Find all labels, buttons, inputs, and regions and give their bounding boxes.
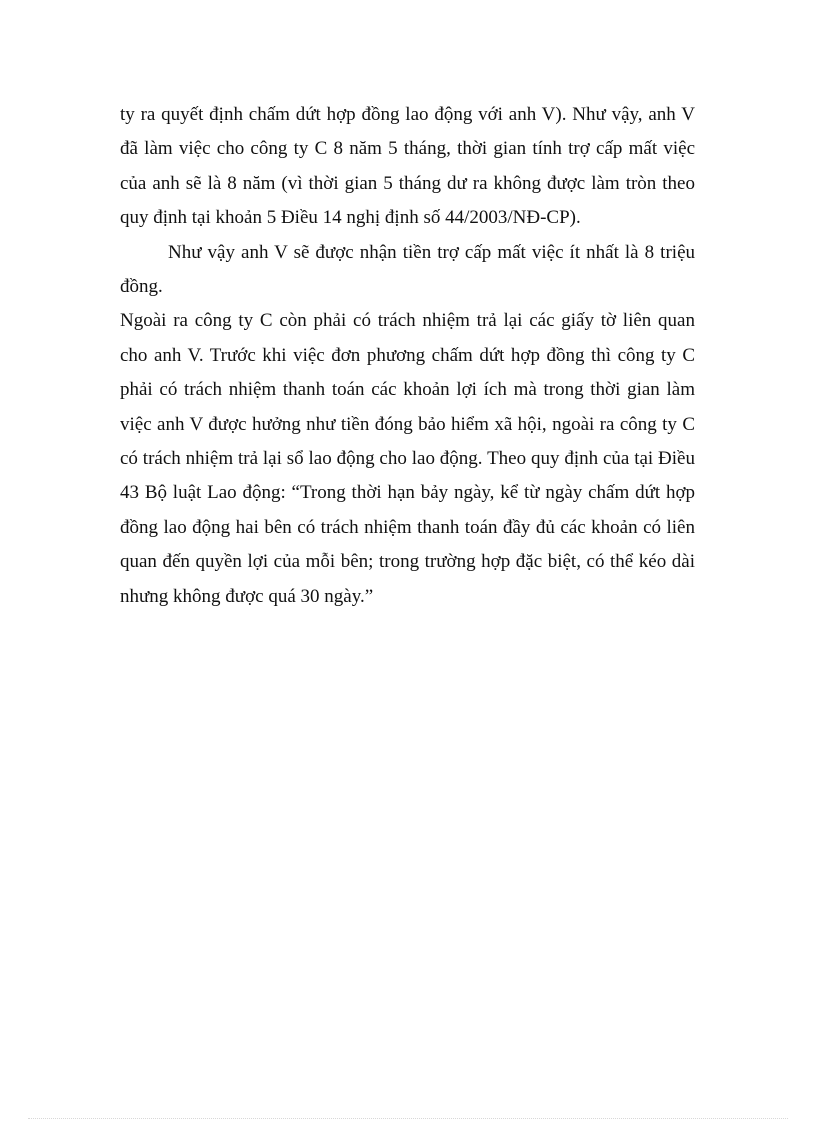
paragraph-continuation: ty ra quyết định chấm dứt hợp đồng lao động với anh V). Như vậy, anh V đã làm việc cho công ty C 8 năm 5 tháng, thời gian tính trợ cấp mất việc của anh sẽ là 8 năm (vì thời gian 5 tháng dư ra không được làm tròn theo quy định tại khoản 5 Điều 14 nghị định số 44/2003/NĐ-CP). <box>120 104 695 229</box>
paragraph-allowance-conclusion: Như vậy anh V sẽ được nhận tiền trợ cấp mất việc ít nhất là 8 triệu đồng. <box>120 241 695 298</box>
page-bottom-divider <box>28 1118 788 1119</box>
paragraph-additional-obligations: Ngoài ra công ty C còn phải có trách nhiệm trả lại các giấy tờ liên quan cho anh V. Trước khi việc đơn phương chấm dứt hợp đồng thì công ty C phải có trách nhiệm thanh toán các khoản lợi ích mà trong thời gian làm việc anh V được hưởng như tiền đóng bảo hiểm xã hội, ngoài ra công ty C có trách nhiệm trả lại sổ lao động cho lao động. Theo quy định của tại Điều 43 Bộ luật Lao động: “Trong thời hạn bảy ngày, kể từ ngày chấm dứt hợp đồng lao động hai bên có trách nhiệm thanh toán đầy đủ các khoản có liên quan đến quyền lợi của mỗi bên; trong trường hợp đặc biệt, có thể kéo dài nhưng không được quá 30 ngày.” <box>120 310 695 607</box>
document-body <box>120 98 695 614</box>
